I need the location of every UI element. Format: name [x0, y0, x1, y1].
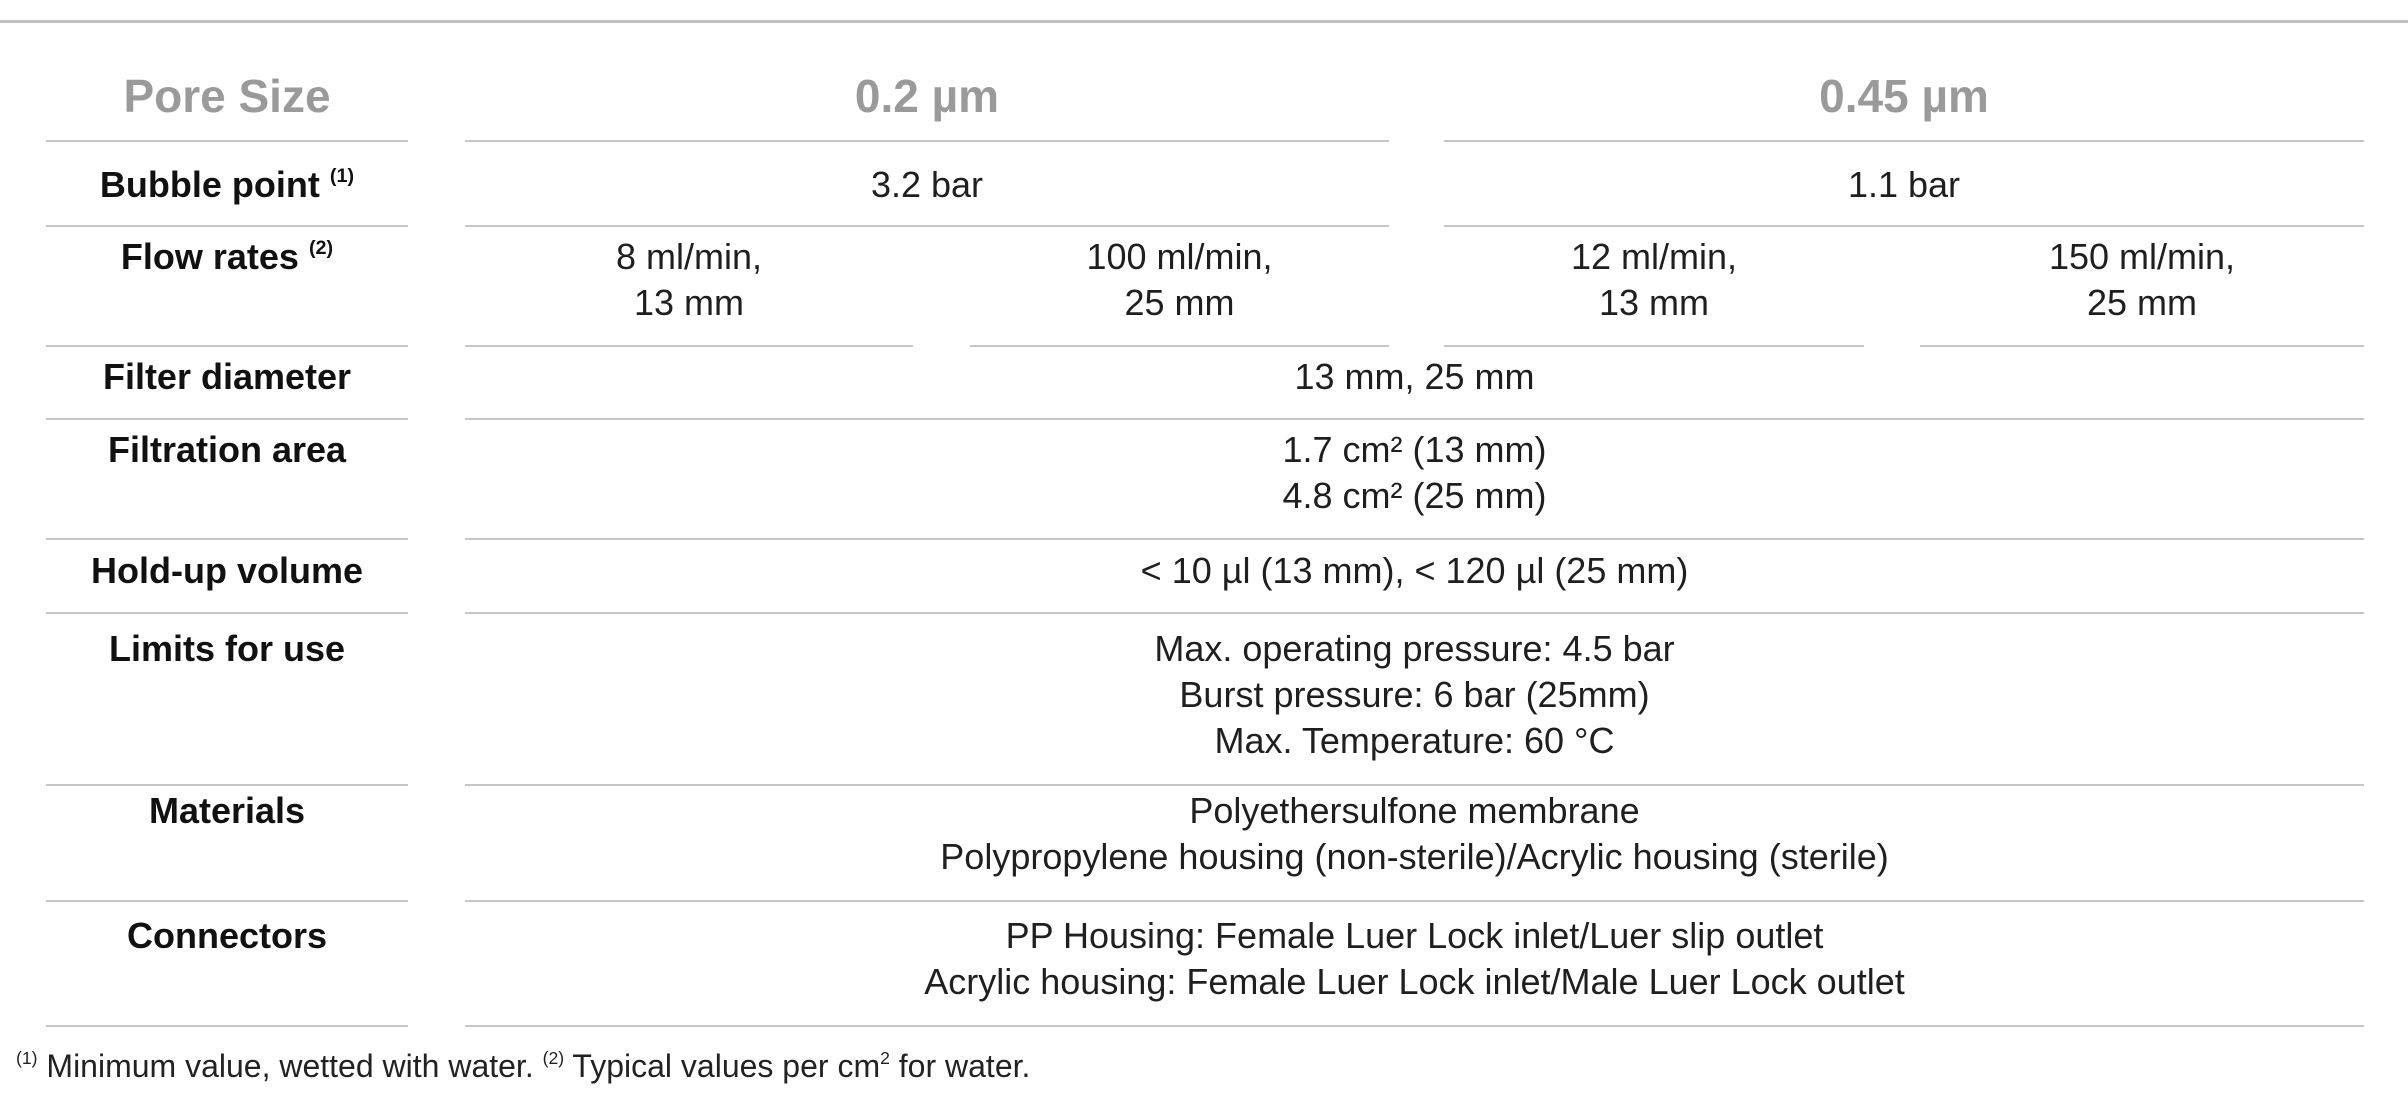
row-divider: [970, 345, 1389, 347]
filter-diameter-label: Filter diameter: [102, 356, 352, 397]
flow-rate-cell: 100 ml/min, 25 mm: [1086, 236, 1273, 323]
row-divider: [46, 900, 408, 902]
row-divider: [1444, 140, 2364, 142]
row-divider: [1444, 225, 2364, 227]
row-divider: [46, 1025, 408, 1027]
materials-label: Materials: [148, 790, 306, 831]
row-divider: [46, 612, 408, 614]
filtration-area-value: 1.7 cm² (13 mm) 4.8 cm² (25 mm): [1282, 429, 1547, 516]
flow-rates-label: Flow rates $^{(2)}$: [120, 236, 334, 277]
row-divider: [465, 612, 2364, 614]
flow-rate-cell: 12 ml/min, 13 mm: [1570, 236, 1738, 323]
connectors-value: PP Housing: Female Luer Lock inlet/Luer slip outlet Acrylic housing: Female Luer Lock inlet/Male Luer Lock outlet: [924, 915, 1905, 1002]
flow-rate-cell: 8 ml/min, 13 mm: [615, 236, 763, 323]
bubble-point-0-2: 3.2 bar: [870, 164, 984, 205]
footnote-ref: (1): [329, 165, 355, 188]
row-divider: [465, 345, 913, 347]
flow-rate-cell: 150 ml/min, 25 mm: [2048, 236, 2236, 323]
row-divider: [1444, 345, 1864, 347]
filtration-area-label: Filtration area: [107, 429, 347, 470]
row-divider: [46, 784, 408, 786]
bubble-point-0-45: 1.1 bar: [1847, 164, 1961, 205]
row-divider: [465, 1025, 2364, 1027]
pore-size-0-2-header: 0.2 µm: [854, 70, 1000, 122]
top-rule: [0, 20, 2408, 23]
row-divider: [465, 140, 1389, 142]
row-divider: [465, 225, 1389, 227]
pore-size-0-45-header: 0.45 µm: [1819, 70, 1989, 122]
bubble-point-label: Bubble point $^{(1)}$: [99, 164, 355, 205]
row-divider: [465, 900, 2364, 902]
row-divider: [465, 784, 2364, 786]
row-divider: [46, 418, 408, 420]
footnotes: $^{(1)}$ Minimum value, wetted with water. $^{(2)}$ Typical values per $cm^2$ for water.: [16, 1047, 1031, 1084]
row-divider: [1920, 345, 2364, 347]
row-divider: [46, 345, 408, 347]
limits-for-use-label: Limits for use: [108, 628, 346, 669]
row-divider: [46, 140, 408, 142]
row-divider: [465, 418, 2364, 420]
limits-for-use-value: Max. operating pressure: 4.5 bar Burst pressure: 6 bar (25mm) Max. Temperature: 60 °C: [1154, 628, 1675, 761]
connectors-label: Connectors: [126, 915, 328, 956]
hold-up-volume-label: Hold-up volume: [91, 550, 363, 591]
materials-value: Polyethersulfone membrane Polypropylene housing (non-sterile)/Acrylic housing (sterile): [940, 790, 1889, 877]
hold-up-volume-value: < 10 µl (13 mm), < 120 µl (25 mm): [1140, 550, 1689, 591]
filter-diameter-value: 13 mm, 25 mm: [1294, 356, 1535, 397]
footnote-ref: (2): [308, 237, 334, 260]
row-divider: [465, 538, 2364, 540]
row-divider: [46, 538, 408, 540]
pore-size-header: Pore Size: [123, 70, 331, 122]
row-divider: [46, 225, 408, 227]
